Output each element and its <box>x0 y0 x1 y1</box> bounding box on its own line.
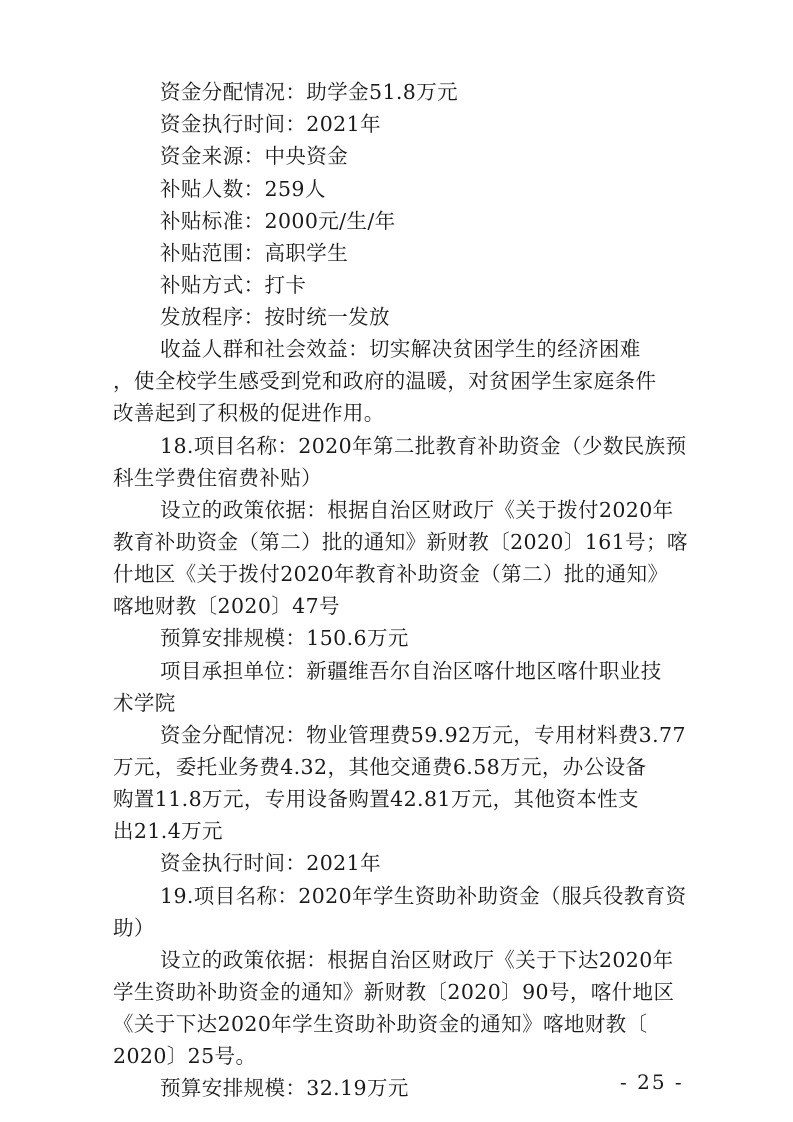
item-heading: 18.项目名称：2020年第二批教育补助资金（少数民族预 <box>160 434 687 458</box>
text-line: 设立的政策依据：根据自治区财政厅《关于拨付2020年 <box>160 498 674 522</box>
text-line: 学生资助补助资金的通知》新财教〔2020〕90号，喀什地区 <box>113 980 675 1004</box>
text-line: 喀地财教〔2020〕47号 <box>113 594 340 618</box>
text-line: 发放程序：按时统一发放 <box>160 305 390 329</box>
page-number: - 25 - <box>620 1070 684 1094</box>
text-line: 设立的政策依据：根据自治区财政厅《关于下达2020年 <box>160 948 674 972</box>
text-line: 资金来源：中央资金 <box>160 144 349 168</box>
text-line: 科生学费住宿费补贴） <box>113 466 322 490</box>
text-line: 什地区《关于拨付2020年教育补助资金（第二）批的通知》 <box>113 562 669 586</box>
text-line: 资金分配情况：物业管理费59.92万元，专用材料费3.77 <box>160 723 686 747</box>
text-line: 补贴标准：2000元/生/年 <box>160 209 396 233</box>
text-line: 资金执行时间：2021年 <box>160 112 381 136</box>
text-line: 改善起到了积极的促进作用。 <box>113 401 385 425</box>
text-line: 助） <box>113 916 155 940</box>
text-line: 项目承担单位：新疆维吾尔自治区喀什地区喀什职业技 <box>160 659 662 683</box>
text-line: 术学院 <box>113 691 176 715</box>
text-line: ，使全校学生感受到党和政府的温暖，对贫困学生家庭条件 <box>113 369 657 393</box>
text-line: 收益人群和社会效益：切实解决贫困学生的经济困难 <box>160 337 641 361</box>
text-line: 出21.4万元 <box>113 819 223 843</box>
text-line: 预算安排规模：32.19万元 <box>160 1076 409 1100</box>
text-line: 预算安排规模：150.6万元 <box>160 626 409 650</box>
text-line: 《关于下达2020年学生资助补助资金的通知》喀地财教〔 <box>113 1012 648 1036</box>
text-line: 补贴范围：高职学生 <box>160 241 349 265</box>
text-line: 2020〕25号。 <box>113 1044 257 1068</box>
text-line: 补贴人数：259人 <box>160 177 326 201</box>
text-line: 万元，委托业务费4.32，其他交通费6.58万元，办公设备 <box>113 755 647 779</box>
text-line: 补贴方式：打卡 <box>160 273 307 297</box>
item-heading: 19.项目名称：2020年学生资助补助资金（服兵役教育资 <box>160 884 687 908</box>
text-line: 教育补助资金（第二）批的通知》新财教〔2020〕161号；喀 <box>113 530 688 554</box>
text-line: 资金分配情况：助学金51.8万元 <box>160 80 459 104</box>
text-line: 资金执行时间：2021年 <box>160 851 381 875</box>
text-line: 购置11.8万元，专用设备购置42.81万元，其他资本性支 <box>113 787 639 811</box>
